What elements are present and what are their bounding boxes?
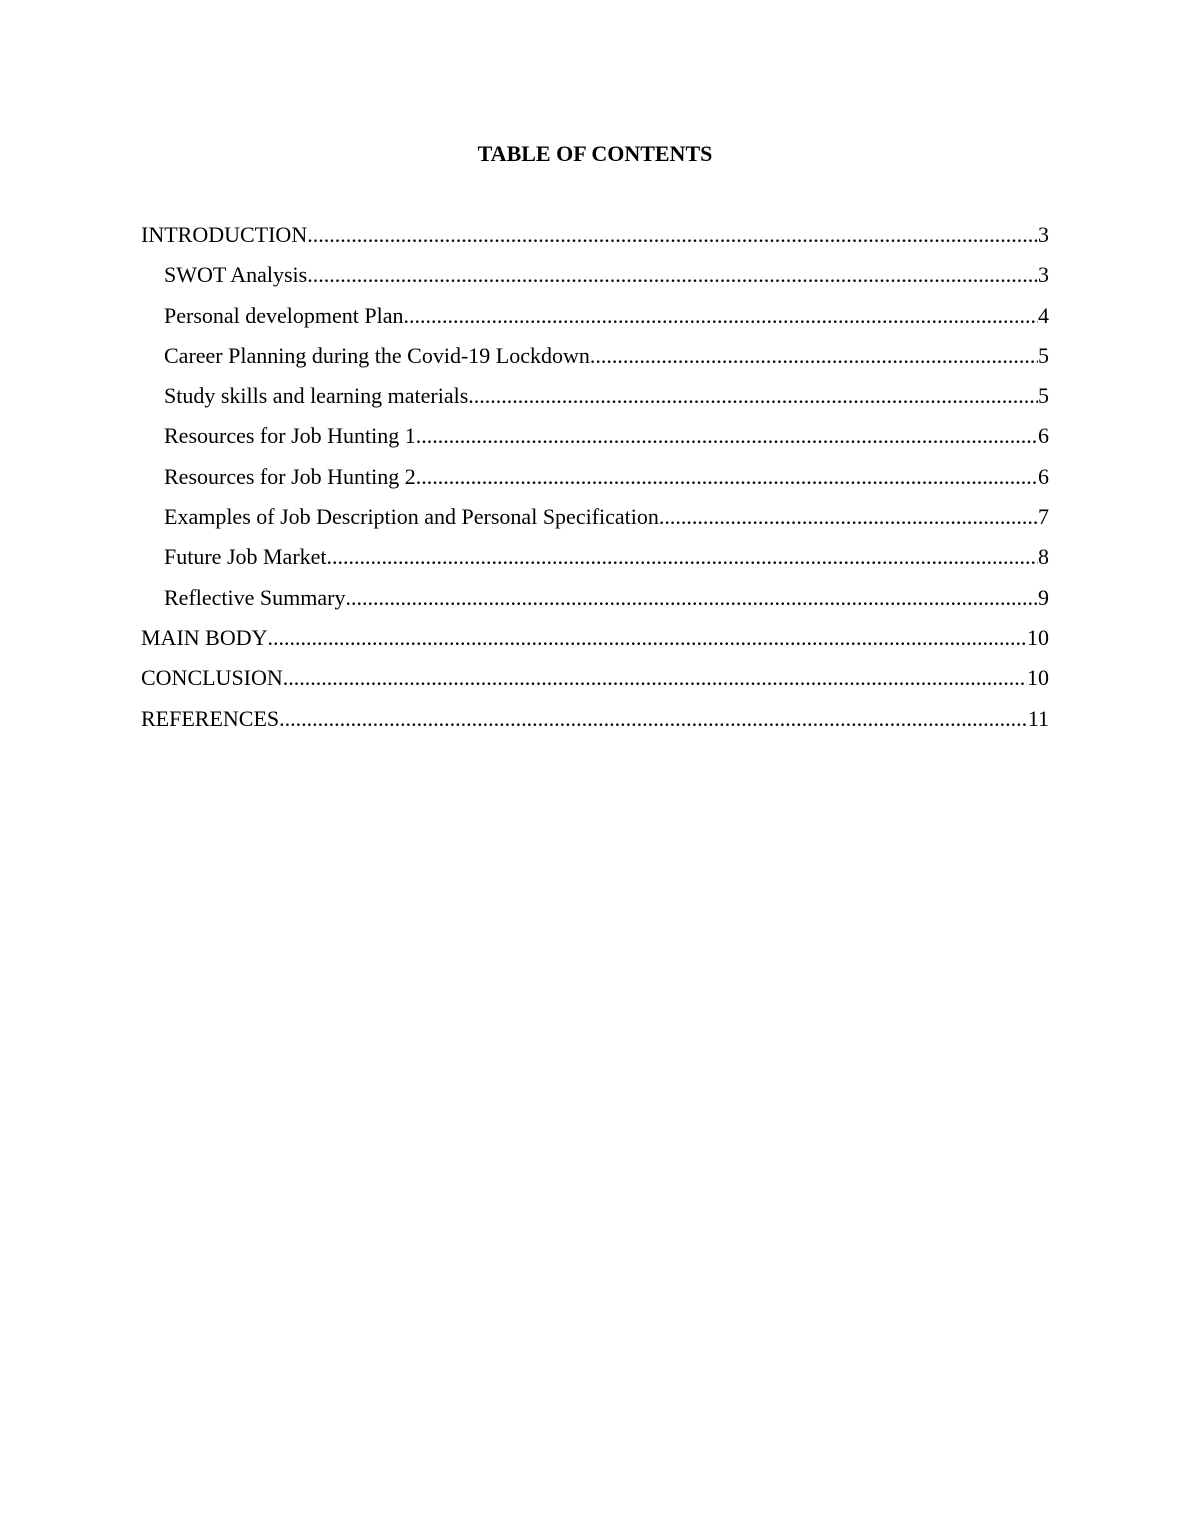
toc-entry-page-number: 6 (1038, 463, 1049, 489)
toc-entry-conclusion[interactable] (141, 663, 1049, 703)
toc-entry-label: Career Planning during the Covid-19 Lockdown (164, 342, 590, 368)
toc-entry-page-number: 10 (1027, 624, 1049, 650)
toc-entry-job-description-examples[interactable] (141, 502, 1049, 542)
toc-entry-page-number: 7 (1038, 504, 1049, 530)
toc-entry-label: Examples of Job Description and Personal Specification (164, 504, 659, 530)
toc-entry-page-number: 11 (1027, 705, 1049, 731)
dot-leader (307, 220, 1038, 250)
toc-entry-resources-job-hunting-2[interactable] (141, 462, 1049, 502)
toc-entry-career-planning[interactable] (141, 341, 1049, 381)
toc-title: TABLE OF CONTENTS (477, 141, 713, 166)
toc-entry-label: Study skills and learning materials (164, 383, 469, 409)
toc-entry-future-job-market[interactable] (141, 542, 1049, 582)
toc-entry-label: REFERENCES (141, 705, 280, 731)
toc-entry-label: Resources for Job Hunting 2 (164, 463, 416, 489)
toc-entry-label: MAIN BODY (141, 624, 268, 650)
dot-leader (327, 542, 1038, 572)
dot-leader (268, 623, 1028, 653)
dot-leader (416, 421, 1038, 451)
toc-entry-label: Personal development Plan (164, 302, 404, 328)
toc-entry-page-number: 6 (1038, 423, 1049, 449)
toc-entry-label: Resources for Job Hunting 1 (164, 423, 416, 449)
dot-leader (404, 301, 1038, 331)
dot-leader (416, 462, 1038, 492)
toc-entry-page-number: 5 (1038, 383, 1049, 409)
toc-entry-page-number: 8 (1038, 544, 1049, 570)
toc-entry-page-number: 3 (1038, 222, 1049, 247)
dot-leader (345, 583, 1038, 613)
toc-entry-resources-job-hunting-1[interactable] (141, 421, 1049, 461)
dot-leader (659, 502, 1038, 532)
toc-entry-label: Reflective Summary (164, 584, 346, 610)
toc-entry-page-number: 9 (1038, 584, 1049, 610)
toc-entry-references[interactable] (141, 704, 1049, 744)
toc-entry-swot-analysis[interactable] (141, 260, 1049, 300)
toc-entry-label: SWOT Analysis (164, 262, 308, 288)
toc-entry-page-number: 4 (1038, 302, 1049, 328)
toc-entry-page-number: 5 (1038, 342, 1049, 368)
dot-leader (279, 704, 1028, 734)
toc-entry-page-number: 10 (1027, 665, 1049, 691)
toc-entry-main-body[interactable] (141, 623, 1049, 663)
toc-entry-label: CONCLUSION (141, 665, 283, 691)
dot-leader (283, 663, 1027, 693)
toc-entry-personal-development-plan[interactable] (141, 301, 1049, 341)
table-of-contents (141, 220, 1049, 744)
dot-leader (307, 260, 1038, 290)
dot-leader (590, 341, 1038, 371)
toc-entry-label: Future Job Market (164, 544, 327, 570)
toc-entry-page-number: 3 (1038, 262, 1049, 288)
toc-entry-study-skills[interactable] (141, 381, 1049, 421)
dot-leader (468, 381, 1038, 411)
toc-entry-introduction[interactable] (141, 220, 1049, 260)
toc-entry-label: INTRODUCTION (141, 222, 308, 247)
toc-entry-reflective-summary[interactable] (141, 583, 1049, 623)
